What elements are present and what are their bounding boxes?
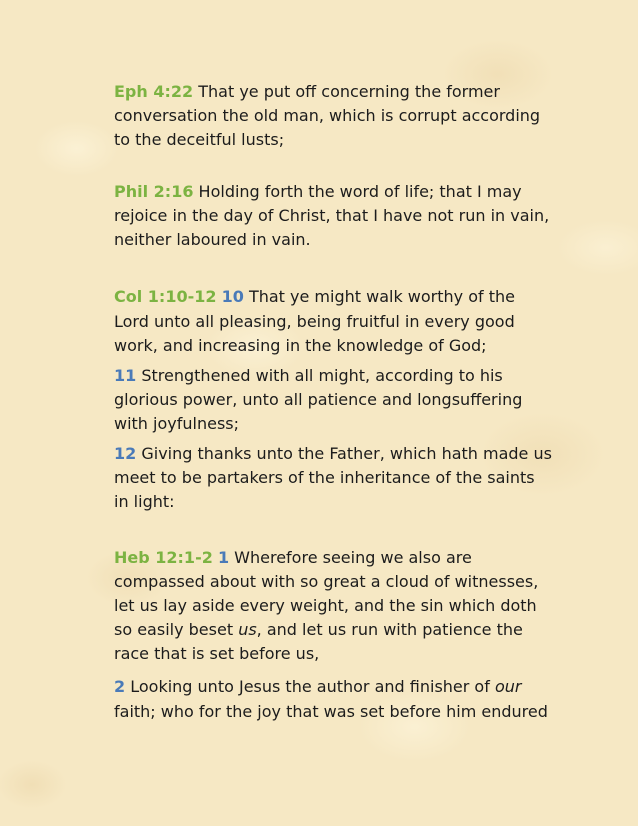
verse-text: Holding forth the word of life; that I may	[198, 182, 522, 201]
verse-text: work, and increasing in the knowledge of God;	[114, 336, 487, 355]
verse-text: with joyfulness;	[114, 414, 239, 433]
verse-text: conversation the old man, which is corrupt according	[114, 106, 541, 125]
verse-number: 10	[221, 287, 244, 306]
verse-text: glorious power, unto all patience and longsuffering	[114, 390, 523, 409]
italic-word: our	[494, 677, 522, 696]
heb-12-1-line-1	[114, 548, 472, 568]
verse-text: Giving thanks unto the Father, which hath made us	[141, 444, 552, 463]
verse-text: so easily beset	[114, 620, 234, 639]
col-1-11-line-1	[114, 366, 503, 386]
verse-reference: Heb 12:1-2	[114, 548, 213, 567]
col-1-12-line-1	[114, 444, 552, 464]
verse-reference: Eph 4:22	[114, 82, 194, 101]
verse-number: 11	[114, 366, 137, 385]
verse-text: to the deceitful lusts;	[114, 130, 285, 149]
verse-text: Strengthened with all might, according to his	[141, 366, 503, 385]
verse-text: rejoice in the day of Christ, that I have not run in vain,	[114, 206, 550, 225]
verse-text: race that is set before us,	[114, 644, 320, 663]
col-1-10-line-1	[114, 287, 515, 307]
verse-text: let us lay aside every weight, and the sin which doth	[114, 596, 537, 615]
verse-number: 12	[114, 444, 137, 463]
verse-reference: Col 1:10-12	[114, 287, 217, 306]
verse-text: Lord unto all pleasing, being fruitful in every good	[114, 312, 515, 331]
heb-12-2-line-1	[114, 677, 521, 697]
verse-text: Looking unto Jesus the author and finisher of	[130, 677, 490, 696]
heb-12-1-line-4	[114, 620, 523, 640]
verse-text: That ye put off concerning the former	[198, 82, 500, 101]
verse-number: 1	[217, 548, 230, 567]
verse-text: That ye might walk worthy of the	[248, 287, 515, 306]
verse-text: meet to be partakers of the inheritance of the saints	[114, 468, 535, 487]
italic-word: us	[238, 620, 257, 639]
verse-reference: Phil 2:16	[114, 182, 194, 201]
eph-4-22-line-1	[114, 82, 500, 102]
verse-number: 2	[114, 677, 126, 696]
phil-2-16-line-1	[114, 182, 522, 202]
verse-text: neither laboured in vain.	[114, 230, 311, 249]
verse-text: Wherefore seeing we also are	[234, 548, 472, 567]
verse-text: faith; who for the joy that was set before him endured	[114, 702, 548, 721]
verse-text: in light:	[114, 492, 175, 511]
verse-text: compassed about with so great a cloud of witnesses,	[114, 572, 539, 591]
verse-text: , and let us run with patience the	[256, 620, 523, 639]
